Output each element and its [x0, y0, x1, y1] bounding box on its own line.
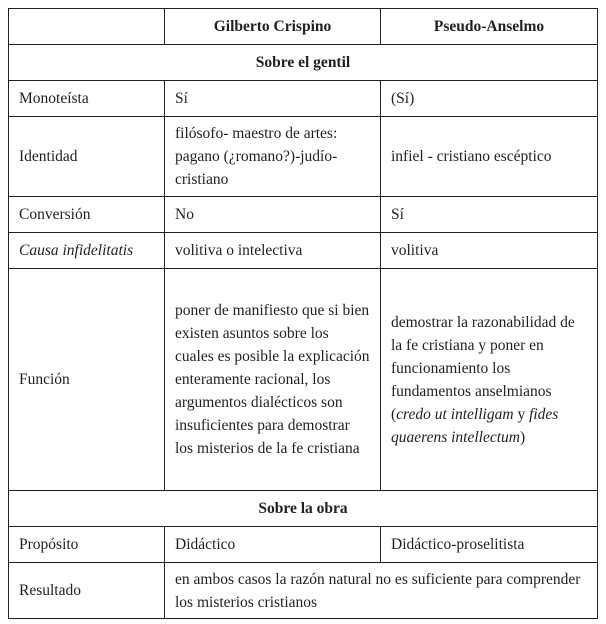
cell-crispino: Sí [165, 81, 381, 117]
table-row [9, 563, 598, 619]
text: ) [520, 428, 526, 446]
header-empty [9, 9, 165, 45]
cell-crispino: No [165, 197, 381, 233]
row-label: Monoteísta [9, 81, 165, 117]
cell-anselmo: volitiva [381, 233, 598, 269]
italic-text: fides quaerens intellectum [391, 405, 559, 446]
section-sobre-la-obra: Sobre la obra [9, 491, 598, 527]
text: y [513, 405, 530, 423]
header-gilberto-crispino: Gilberto Crispino [165, 9, 381, 45]
section-row [9, 45, 598, 81]
cell-anselmo [381, 269, 598, 491]
row-label: Identidad [9, 117, 165, 197]
cell-crispino: filósofo- maestro de artes: pagano (¿romano?)-judío-cristiano [165, 117, 381, 197]
row-label: Resultado [9, 563, 165, 619]
table-row [9, 197, 598, 233]
cell-crispino: Didáctico [165, 527, 381, 563]
section-row [9, 491, 598, 527]
cell-anselmo: Didáctico-proselitista [381, 527, 598, 563]
cell-crispino: volitiva o intelectiva [165, 233, 381, 269]
text: demostrar la razonabilidad de la fe cristiana y poner en funcionamiento los fundamentos anselmianos ( [391, 313, 575, 423]
row-label: Función [9, 269, 165, 491]
cell-anselmo: (Sí) [381, 81, 598, 117]
cell-merged: en ambos casos la razón natural no es suficiente para comprender los misterios cristianos [165, 563, 598, 619]
table-row-funcion [9, 269, 598, 491]
comparison-table [8, 8, 598, 619]
table-row [9, 233, 598, 269]
row-label: Causa infidelitatis [9, 233, 165, 269]
table-row [9, 527, 598, 563]
cell-anselmo: infiel - cristiano escéptico [381, 117, 598, 197]
table-row [9, 81, 598, 117]
cell-crispino: poner de manifiesto que si bien existen asuntos sobre los cuales es posible la explicación enteramente racional, los argumentos dialécticos son insuficientes para demostrar los misterios de la fe cristiana [165, 269, 381, 491]
header-pseudo-anselmo: Pseudo-Anselmo [381, 9, 598, 45]
cell-anselmo: Sí [381, 197, 598, 233]
row-label: Propósito [9, 527, 165, 563]
header-row [9, 9, 598, 45]
italic-text: credo ut intelligam [396, 405, 514, 423]
row-label: Conversión [9, 197, 165, 233]
table-row [9, 117, 598, 197]
section-sobre-el-gentil: Sobre el gentil [9, 45, 598, 81]
